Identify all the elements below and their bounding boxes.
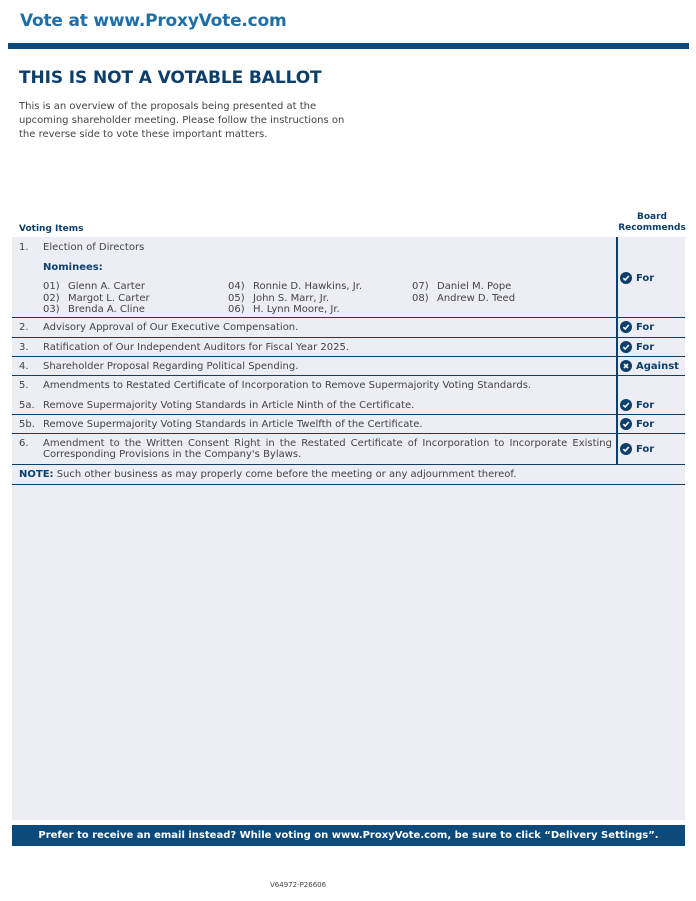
voting-item-row-3 xyxy=(12,338,685,357)
item-text: Ratification of Our Independent Auditors for Fiscal Year 2025. xyxy=(43,342,350,353)
item-number: 1. xyxy=(19,242,29,253)
check-circle-icon xyxy=(620,443,632,455)
page-title: THIS IS NOT A VOTABLE BALLOT xyxy=(19,68,322,88)
item-number: 4. xyxy=(19,361,29,372)
item-number: 2. xyxy=(19,322,29,333)
item-number: 5. xyxy=(19,380,29,391)
delivery-settings-banner: Prefer to receive an email instead? While voting on www.ProxyVote.com, be sure to click “Delivery Settings”. xyxy=(12,825,685,846)
check-circle-icon xyxy=(620,399,632,411)
item-text: Remove Supermajority Voting Standards in Article Ninth of the Certificate. xyxy=(43,400,415,411)
nominee: 04) Ronnie D. Hawkins, Jr. xyxy=(228,281,363,292)
item-text: Election of Directors xyxy=(43,242,145,253)
check-circle-icon xyxy=(620,418,632,430)
note-text: NOTE: Such other business as may properly come before the meeting or any adjournment thereof. xyxy=(19,469,517,480)
item-text: Amendment to the Written Consent Right in the Restated Certificate of Incorporation to Incorporate Existing Corresponding Provisions in the Company's Bylaws. xyxy=(43,438,612,460)
check-circle-icon xyxy=(620,341,632,353)
x-circle-icon xyxy=(620,360,632,372)
header-divider-bar xyxy=(8,43,689,49)
board-recommendation: For xyxy=(620,321,654,333)
nominee: 01) Glenn A. Carter xyxy=(43,281,145,292)
item-number: 5a. xyxy=(19,400,35,411)
voting-item-row-4 xyxy=(12,357,685,376)
board-recommendation: Against xyxy=(620,360,679,372)
nominee: 02) Margot L. Carter xyxy=(43,292,150,304)
document-code: V64972-P26606 xyxy=(270,881,327,889)
item-number: 6. xyxy=(19,438,29,449)
item-text: Amendments to Restated Certificate of Incorporation to Remove Supermajority Voting Standards. xyxy=(43,380,532,391)
nominee: 03) Brenda A. Cline xyxy=(43,304,145,315)
item-number: 3. xyxy=(19,342,29,353)
nominee: 06) H. Lynn Moore, Jr. xyxy=(228,304,340,315)
nominees-column-3 xyxy=(412,281,515,304)
voting-item-row-6 xyxy=(12,434,685,465)
board-recommendation: For xyxy=(620,418,654,430)
board-recommendation: For xyxy=(620,399,654,411)
board-recommendation: For xyxy=(620,272,654,284)
proxyvote-url-header: Vote at www.ProxyVote.com xyxy=(20,11,287,31)
check-circle-icon xyxy=(620,272,632,284)
nominee: 07) Daniel M. Pope xyxy=(412,281,512,292)
note-row xyxy=(12,465,685,485)
item-text: Advisory Approval of Our Executive Compensation. xyxy=(43,322,299,333)
intro-paragraph: This is an overview of the proposals being presented at the upcoming shareholder meeting. Please follow the instructions on the reverse side to vote these important matters. xyxy=(19,101,345,140)
nominee: 08) Andrew D. Teed xyxy=(412,292,516,304)
voting-item-row-5b xyxy=(12,415,685,434)
nominees-column-1 xyxy=(43,281,150,316)
nominee: 05) John S. Marr, Jr. xyxy=(228,292,330,304)
recommendation-column-divider xyxy=(616,237,618,465)
board-recommendation: For xyxy=(620,341,654,353)
item-text: Shareholder Proposal Regarding Political Spending. xyxy=(43,361,299,372)
item-text: Remove Supermajority Voting Standards in Article Twelfth of the Certificate. xyxy=(43,419,423,430)
column-header-board-recommends: Board Recommends xyxy=(618,212,686,233)
item-number: 5b. xyxy=(19,419,35,430)
board-recommendation: For xyxy=(620,443,654,455)
voting-item-row-5-group xyxy=(12,376,685,415)
check-circle-icon xyxy=(620,321,632,333)
voting-item-row-1 xyxy=(12,237,685,318)
voting-item-row-2 xyxy=(12,318,685,338)
column-header-voting-items: Voting Items xyxy=(19,224,84,234)
nominees-label: Nominees: xyxy=(43,262,103,273)
nominees-column-2 xyxy=(228,281,362,316)
